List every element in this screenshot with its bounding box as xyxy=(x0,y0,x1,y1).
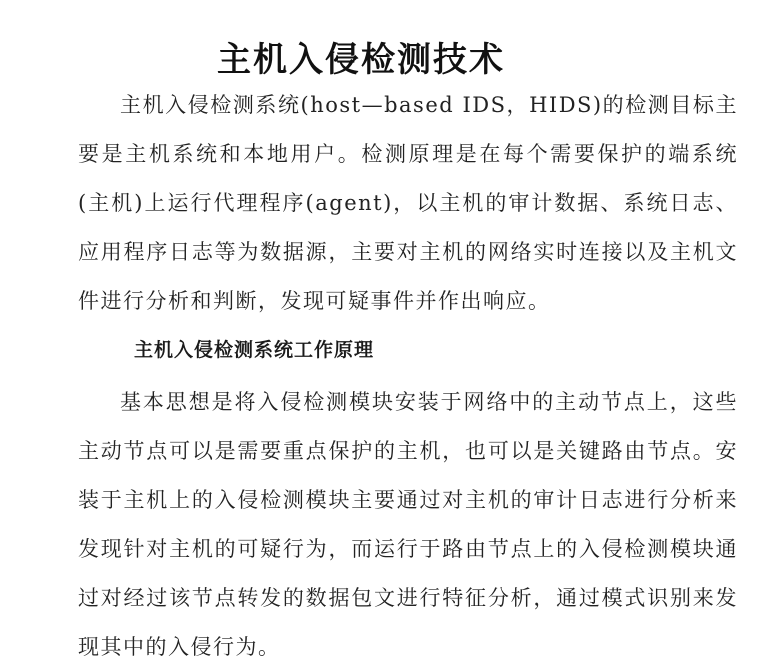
document-title: 主机入侵检测技术 xyxy=(217,39,505,80)
section-heading: 主机入侵检测系统工作原理 xyxy=(134,339,375,361)
principle-paragraph: 基本思想是将入侵检测模块安装于网络中的主动节点上，这些主动节点可以是需要重点保护的主机，也可以是关键路由节点。安装于主机上的入侵检测模块主要通过对主机的审计日志进行分析来发现针对主机的可疑行为，而运行于路由节点上的入侵检测模块通过对经过该节点转发的数据包文进行特征分析，通过模式识别来发现其中的入侵行为。 xyxy=(78,390,738,659)
intro-paragraph: 主机入侵检测系统(host—based IDS，HIDS)的检测目标主要是主机系统和本地用户。检测原理是在每个需要保护的端系统(主机)上运行代理程序(agent)，以主机的审计数据、系统日志、应用程序日志等为数据源，主要对主机的网络实时连接以及主机文件进行分析和判断，发现可疑事件并作出响应。 xyxy=(78,93,738,313)
